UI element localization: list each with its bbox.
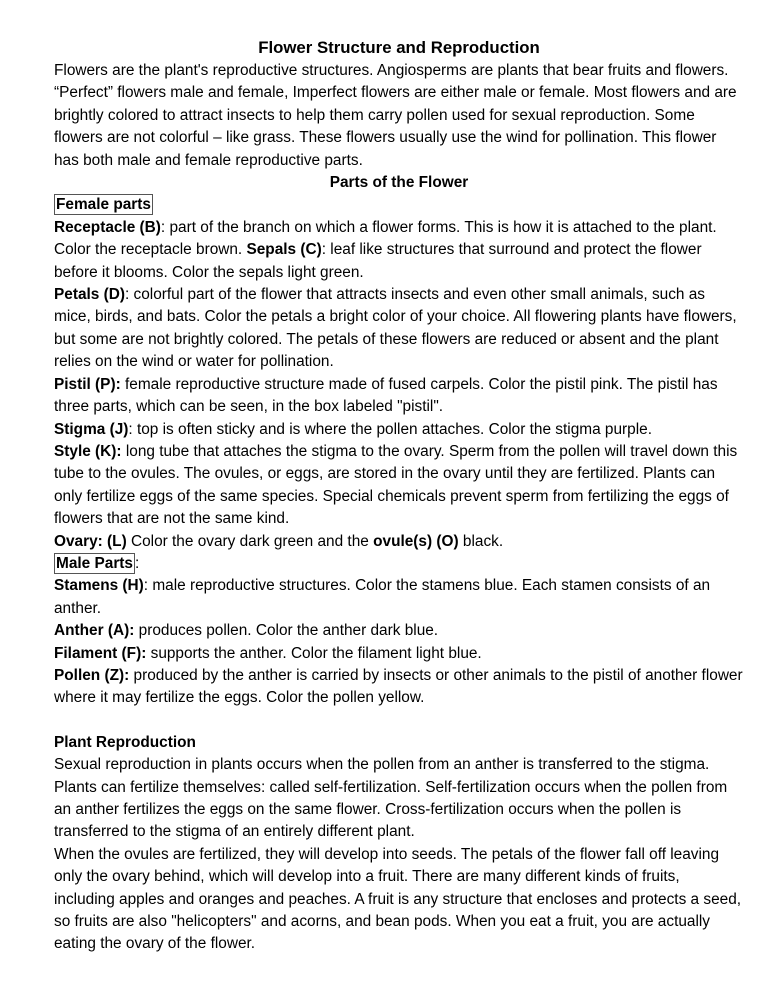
anther-text: produces pollen. Color the anther dark blue. — [134, 622, 439, 640]
parts-heading: Parts of the Flower — [329, 174, 469, 192]
pollen-text: produced by the anther is carried by insects or other animals to the pistil of another flower where it may fertilize the eggs. Color the pollen yellow. — [54, 666, 743, 707]
petals-term: Petals (D) — [54, 286, 125, 304]
male-heading-suffix: : — [135, 554, 140, 572]
petals-paragraph — [54, 284, 744, 374]
stigma-term: Stigma (J) — [54, 420, 129, 438]
sepals-text: : leaf like structures that surround and protect the flower before it blooms. Color the sepals light green. — [54, 241, 702, 281]
intro-paragraph: Flowers are the plant's reproductive structures. Angiosperms are plants that bear fruits and flowers. “Perfect” flowers male and female, Imperfect flowers are either male or female. Most flowers and are brightly colored to attract insects to help them carry pollen used for sexual reproduction. Some flowers are not colorful – like grass. These flowers usually use the wind for pollination. This flower has both male and female reproductive parts. — [54, 62, 737, 169]
section-gap — [54, 710, 744, 732]
reproduction-heading — [54, 732, 744, 754]
ovary-text-before: Color the ovary dark green and the — [126, 532, 374, 550]
reproduction-paragraph-1: Sexual reproduction in plants occurs when the pollen from an anther is transferred to the stigma. Plants can fertilize themselves: called self-fertilization. Self-fertilization occurs when the pollen from an anther fertilizes the eggs on the same flower. Cross-fertilization occurs when the pollen is transferred to the stigma of an entirely different plant. — [54, 756, 728, 841]
pistil-term: Pistil (P): — [54, 375, 121, 393]
male-heading-line — [54, 553, 744, 575]
filament-term: Filament (F): — [54, 644, 147, 662]
sepals-term: Sepals (C) — [246, 241, 322, 259]
page-title: Flower Structure and Reproduction — [258, 38, 540, 57]
stamens-paragraph — [54, 575, 744, 620]
ovule-term: ovule(s) (O) — [373, 532, 459, 550]
anther-term: Anther (A): — [54, 622, 135, 640]
style-paragraph — [54, 441, 744, 531]
stamens-text: : male reproductive structures. Color the stamens blue. Each stamen consists of an anther. — [54, 577, 711, 617]
pollen-paragraph — [54, 665, 744, 710]
ovary-term: Ovary: (L) — [54, 532, 127, 550]
ovary-text-after: black. — [458, 532, 504, 550]
pistil-text: female reproductive structure made of fused carpels. Color the pistil pink. The pistil has three parts, which can be seen, in the box labeled "pistil". — [54, 375, 718, 416]
reproduction-heading-text: Plant Reproduction — [54, 733, 196, 751]
female-heading-line — [54, 194, 744, 216]
receptacle-sepals-paragraph — [54, 217, 744, 284]
reproduction-paragraph-2: When the ovules are fertilized, they will develop into seeds. The petals of the flower fall off leaving only the ovary behind, which will develop into a fruit. There are many different kinds of fruits, including apples and oranges and peaches. A fruit is any structure that encloses and protects a seed, so fruits are also "helicopters" and acorns, and bean pods. When you eat a fruit, you are actually eating the ovary of the flower. — [54, 845, 742, 953]
stigma-text: : top is often sticky and is where the pollen attaches. Color the stigma purple. — [128, 420, 652, 438]
male-parts-heading: Male Parts — [56, 554, 133, 572]
document-page — [54, 36, 744, 956]
pistil-paragraph — [54, 374, 744, 419]
female-parts-heading: Female parts — [56, 196, 151, 214]
receptacle-text: : part of the branch on which a flower forms. This is how it is attached to the plant. Color the receptacle brown. — [54, 218, 717, 259]
receptacle-term: Receptacle (B) — [54, 218, 161, 236]
filament-text: supports the anther. Color the filament light blue. — [146, 644, 482, 662]
petals-text: : colorful part of the flower that attracts insects and even other small animals, such as mice, birds, and bats. Color the petals a bright color of your choice. All flowering plants have flowers, but some are not brightly colored. The petals of these flowers are reduced or absent and the plant relies on the wind or water for pollination. — [54, 286, 737, 371]
style-term: Style (K): — [54, 442, 122, 460]
pollen-term: Pollen (Z): — [54, 666, 130, 684]
ovary-paragraph — [54, 531, 744, 553]
stamens-term: Stamens (H) — [54, 577, 144, 595]
anther-paragraph — [54, 620, 744, 642]
stigma-paragraph — [54, 419, 744, 441]
style-text: long tube that attaches the stigma to the ovary. Sperm from the pollen will travel down this tube to the ovules. The ovules, or eggs, are stored in the ovary until they are fertilized. Plants can only fertilize eggs of the same species. Special chemicals prevent sperm from fertilizing the eggs of flowers that are not the same kind. — [54, 442, 738, 528]
filament-paragraph — [54, 643, 744, 665]
